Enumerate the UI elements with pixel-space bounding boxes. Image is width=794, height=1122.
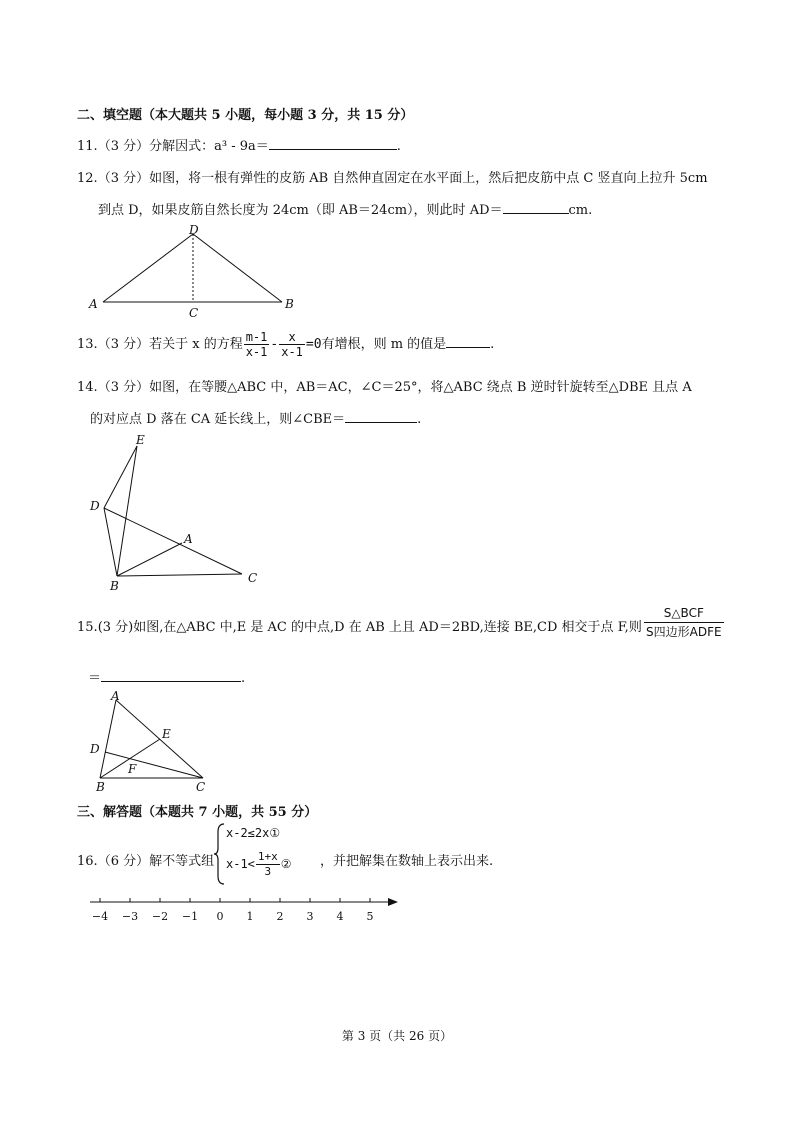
axis-tick-label: 1 xyxy=(246,910,254,923)
answer-blank xyxy=(503,201,569,214)
question-13: 13.（3 分）若关于 x 的方程 $\frac{m-1}{x-1}$ - $\frac{x}{x-1}$ =0有增根，则 m 的值是 . xyxy=(77,330,495,359)
label-C: C xyxy=(189,306,199,320)
answer-blank xyxy=(269,137,397,150)
label-A: A xyxy=(184,532,193,546)
label-D: D xyxy=(189,223,199,237)
label-E: E xyxy=(162,727,171,741)
section-title-fill-blank: 二、填空题（本大题共 5 小题，每小题 3 分，共 15 分） xyxy=(77,108,414,123)
segment-BC xyxy=(117,574,242,576)
segment-AB xyxy=(100,700,116,778)
answer-blank xyxy=(101,669,241,682)
question-16-suffix: ，并把解集在数轴上表示出来. xyxy=(320,854,494,869)
label-F: F xyxy=(128,762,137,776)
axis-arrow xyxy=(388,898,398,906)
question-14-line2: 的对应点 D 落在 CA 延长线上，则∠CBE＝ . xyxy=(90,412,422,427)
question-12-line1: 12.（3 分）如图，将一根有弹性的皮筋 AB 自然伸直固定在水平面上，然后把皮筋中点 C 竖直向上拉升 5cm xyxy=(77,171,708,186)
label-A: A xyxy=(111,689,120,703)
segment-AD xyxy=(103,234,193,302)
figure-q14 xyxy=(82,428,282,594)
question-14-line1: 14.（3 分）如图，在等腰△ABC 中，AB＝AC，∠C＝25°，将△ABC 绕点 B 逆时针旋转至△DBE 且点 A xyxy=(77,380,692,395)
label-E: E xyxy=(136,433,145,447)
axis-tick-label: 5 xyxy=(366,910,374,923)
axis-tick-label: −3 xyxy=(121,910,139,923)
question-15-answer: ＝ . xyxy=(88,671,246,686)
label-B: B xyxy=(285,297,294,311)
axis-tick-label: −4 xyxy=(91,910,109,923)
question-16-prefix: 16.（6 分）解不等式组 xyxy=(77,854,215,869)
number-line xyxy=(84,890,404,930)
segment-DB xyxy=(104,508,117,576)
label-A: A xyxy=(89,297,98,311)
section-title-solve: 三、解答题（本题共 7 小题，共 55 分） xyxy=(77,805,318,820)
fraction-2: $\frac{x}{x-1}$ xyxy=(281,330,303,359)
label-B: B xyxy=(110,579,119,593)
axis-tick-label: −1 xyxy=(181,910,199,923)
label-D: D xyxy=(90,742,100,756)
ratio-fraction: S△BCF S四边形ADFE xyxy=(646,606,722,639)
axis-tick-label: 0 xyxy=(216,910,224,923)
label-C: C xyxy=(248,571,258,585)
question-15: 15.(3 分)如图,在△ABC 中,E 是 AC 的中点,D 在 AB 上且 AD＝2BD,连接 BE,CD 相交于点 F,则 xyxy=(77,620,642,635)
label-D: D xyxy=(90,499,100,513)
figure-q15 xyxy=(86,686,216,794)
page-footer: 第 3 页（共 26 页） xyxy=(341,1029,453,1043)
axis-tick-label: 3 xyxy=(306,910,314,923)
label-B: B xyxy=(96,780,105,794)
system-brace xyxy=(212,822,226,886)
question-12-line2: 到点 D，如果皮筋自然长度为 24cm（即 AB＝24cm），则此时 AD＝ cm. xyxy=(98,203,593,218)
inequality-1: x-2≤2x① xyxy=(226,826,281,840)
question-11: 11.（3 分）分解因式：a³ - 9a＝ . xyxy=(77,139,401,154)
segment-BA xyxy=(117,543,182,576)
inequality-2: x-1< $\frac{1+x}{3}$ ② xyxy=(226,850,292,878)
axis-tick-label: 4 xyxy=(336,910,344,923)
segment-BD xyxy=(193,234,282,302)
axis-tick-label: −2 xyxy=(151,910,169,923)
answer-blank xyxy=(345,410,417,423)
axis-tick-label: 2 xyxy=(276,910,284,923)
figure-q12 xyxy=(85,222,305,322)
fraction-1: $\frac{m-1}{x-1}$ xyxy=(245,330,268,359)
label-C: C xyxy=(196,780,206,794)
segment-DC xyxy=(104,508,242,574)
answer-blank xyxy=(446,335,490,348)
